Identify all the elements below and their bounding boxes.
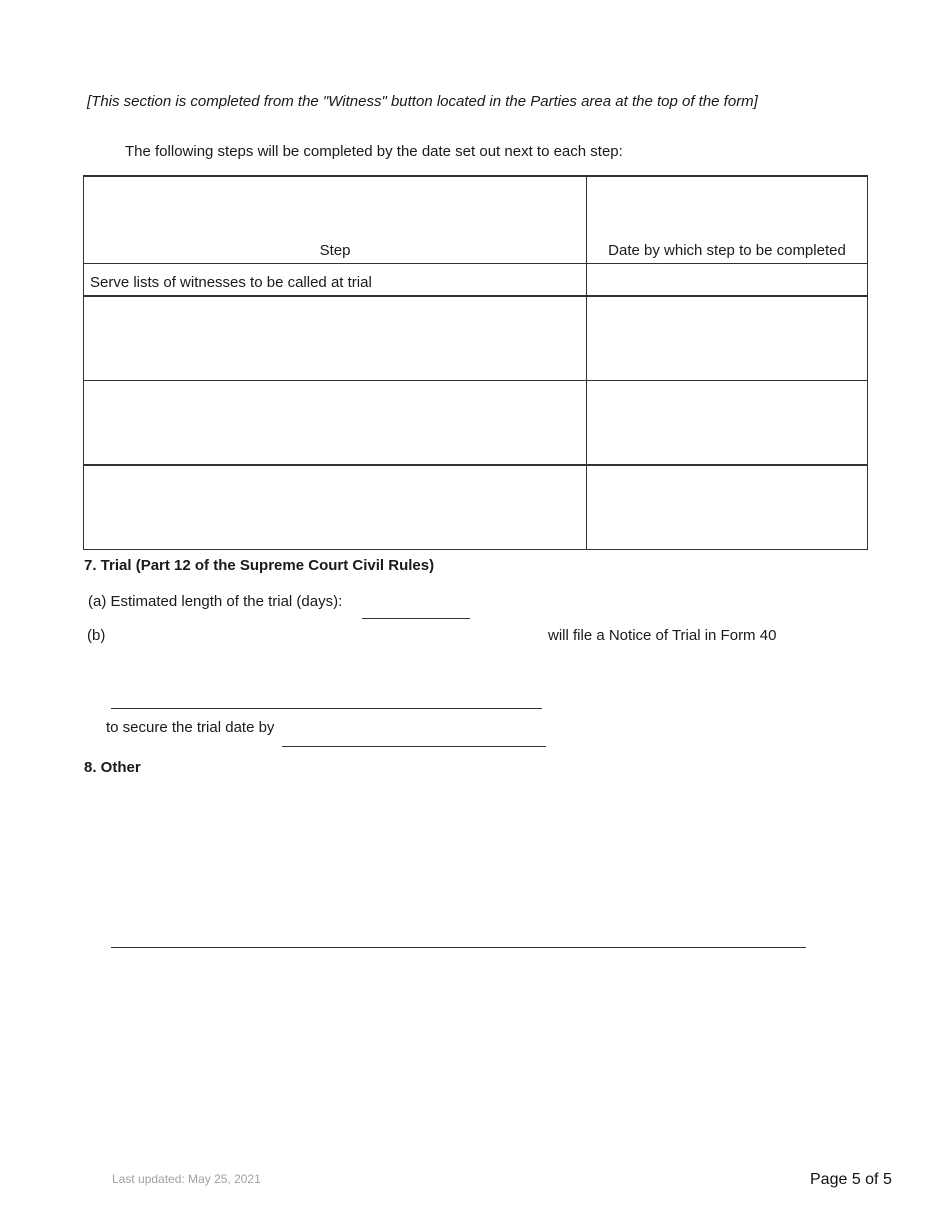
section-note: [This section is completed from the "Witness" button located in the Parties area at the top of the form] — [87, 93, 758, 110]
step-cell[interactable]: Serve lists of witnesses to be called at trial — [84, 264, 587, 297]
date-cell[interactable] — [587, 465, 868, 550]
step-cell[interactable] — [84, 381, 587, 466]
trial-length-label: (a) Estimated length of the trial (days): — [88, 593, 343, 610]
date-cell[interactable] — [587, 264, 868, 297]
table-row — [84, 381, 868, 466]
other-text-field[interactable] — [111, 790, 806, 948]
trial-length-field[interactable] — [362, 600, 470, 619]
notice-party-field[interactable] — [111, 690, 542, 709]
table-row — [84, 296, 868, 381]
secure-trial-label: to secure the trial date by — [106, 719, 275, 736]
step-cell[interactable] — [84, 296, 587, 381]
table-row — [84, 264, 868, 297]
other-heading: 8. Other — [84, 759, 141, 776]
step-cell[interactable] — [84, 465, 587, 550]
header-date: Date by which step to be completed — [587, 176, 868, 264]
date-cell[interactable] — [587, 296, 868, 381]
table-row — [84, 465, 868, 550]
trial-heading: 7. Trial (Part 12 of the Supreme Court Civil Rules) — [84, 557, 435, 574]
last-updated: Last updated: May 25, 2021 — [112, 1172, 261, 1186]
page-number: Page 5 of 5 — [810, 1171, 892, 1188]
secure-trial-date-field[interactable] — [282, 728, 546, 747]
header-step: Step — [84, 176, 587, 264]
table-header-row — [84, 176, 868, 264]
notice-b-label: (b) — [87, 627, 106, 644]
date-cell[interactable] — [587, 381, 868, 466]
notice-of-trial-text: will file a Notice of Trial in Form 40 — [548, 627, 777, 644]
intro-text: The following steps will be completed by the date set out next to each step: — [125, 143, 623, 160]
steps-table — [83, 175, 868, 550]
